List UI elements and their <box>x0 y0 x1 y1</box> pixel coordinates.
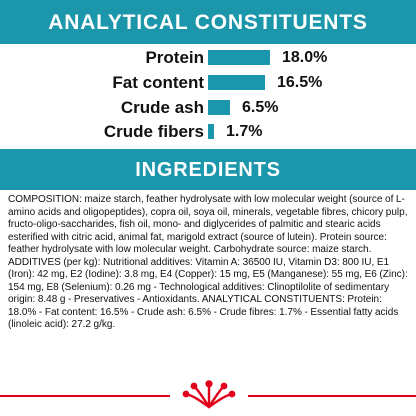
analytical-constituents-table <box>0 46 416 146</box>
constituent-bar <box>208 124 214 139</box>
ingredients-text: COMPOSITION: maize starch, feather hydrolysate with low molecular weight (source of L-amino acids and oligopeptides), copra oil, soya oil, minerals, vegetable fibres, chicory pulp, fructo-oligo-saccharides, fish oil, mono- and diglycerides of palmitic and stearic acids esterified with citric acid, animal fat, marigold extract (source of lutein). Protein source: feather hydrolysate with low molecular weight. Carbohydrate source: maize starch. ADDITIVES (per kg): Nutritional additives: Vitamin A: 36500 IU, Vitamin D3: 800 IU, E1 (Iron): 42 mg, E2 (Iodine): 3.8 mg, E4 (Copper): 15 mg, E5 (Manganese): 55 mg, E6 (Zinc): 154 mg, E8 (Selenium): 0.26 mg - Technological additives: Clinoptilolite of sedimentary origin: 8.48 g - Preservatives - Antioxidants. ANALYTICAL CONSTITUENTS: Protein: 18.0% - Fat content: 16.5% - Crude ash: 6.5% - Crude fibres: 1.7% - Essential fatty acids (linoleic acid): 27.2 g/kg. <box>8 194 408 330</box>
constituent-label: Crude ash <box>120 98 204 117</box>
constituent-value: 6.5% <box>242 99 279 116</box>
ingredients-heading: INGREDIENTS <box>0 149 416 190</box>
constituent-row-crude-ash <box>0 96 416 120</box>
constituent-label: Crude fibers <box>103 122 204 141</box>
constituent-row-protein <box>0 46 416 70</box>
constituent-row-crude-fibers <box>0 120 416 144</box>
constituent-value: 1.7% <box>226 123 263 140</box>
constituent-label: Protein <box>145 48 204 67</box>
analytical-constituents-heading: ANALYTICAL CONSTITUENTS <box>0 0 416 44</box>
constituent-bar <box>208 75 265 90</box>
constituent-bar <box>208 50 270 65</box>
footer-divider-right <box>248 395 416 397</box>
constituent-label: Fat content <box>112 73 204 92</box>
constituent-bar <box>208 100 230 115</box>
royal-canin-crown-logo-icon <box>180 380 238 410</box>
footer-divider-left <box>0 395 170 397</box>
constituent-value: 18.0% <box>282 49 328 66</box>
constituent-row-fat-content <box>0 71 416 95</box>
constituent-value: 16.5% <box>277 74 323 91</box>
